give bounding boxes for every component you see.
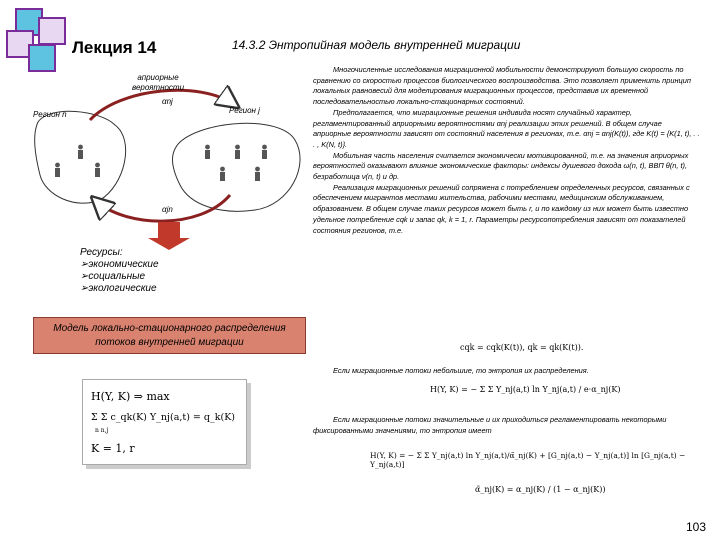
paragraph-2: Предполагается, что миграционные решения индивида носят случайный характер, регламентированный априорными вероятностями αnj реализации этих решений. В общем случае априорные вероятности зависят от состояний населения в регионах, т.е. αnj = αnj(K(t)), где K(t) = {K(1, t), . . . , K(N, t)}. <box>313 107 700 149</box>
equation-2: H(Y, K) = − Σ Σ Y_nj(a,t) ln Y_nj(a,t) / e·α_nj(K) <box>430 385 621 394</box>
region-j-shape <box>173 123 301 211</box>
body-text <box>313 65 701 236</box>
resource-item: ➢экономические <box>80 259 159 270</box>
model-caption: Модель локально-стационарного распределения потоков внутренней миграции <box>33 317 306 354</box>
page-number: 103 <box>686 520 707 534</box>
paragraph-4: Реализация миграционных решений сопряжена с потреблением определенных ресурсов, связанных с обеспечением мигрантов местами жительства, рабочими местами, медицинским обслуживанием, образованием. В общем случае таких ресурсов может быть r, и по каждому из них может быть известно удельное потребление cqk и запас qk, k = 1, r. Параметры ресурсопотребления зависят от показателей состояния регионов, т.е. <box>313 182 690 235</box>
equation-1: cqk = cqk(K(t)), qk = qk(K(t)). <box>460 343 584 352</box>
resources-box <box>80 247 218 309</box>
alpha-top-label: αnj <box>162 97 173 106</box>
down-arrow <box>148 222 190 250</box>
logo-square-2 <box>38 17 66 45</box>
region-j-label: Регион j <box>229 106 260 115</box>
formula-line-3: K = 1, r <box>91 442 135 455</box>
paragraph-5: Если миграционные потоки небольшие, то энтропия их распределения. <box>333 366 589 375</box>
formula-line-2: Σ Σ c_qk(K) Y_nj(a,t) = q_k(K) <box>91 412 236 423</box>
paragraph-1: Многочисленные исследования миграционной мобильности демонстрируют большую скорость по сравнению со скоростью процессов биологического воспроизводства. Это позволяет применить принцип локальных равновесий для моделирования миграционных процессов, представив их временной последовательностью локально-стационарных состояний. <box>313 65 691 107</box>
section-title: 14.3.2 Энтропийная модель внутренней миграции <box>232 38 521 52</box>
resource-item: ➢экологические <box>80 283 157 294</box>
formula-line-1: H(Y, K) ⇒ max <box>91 390 170 403</box>
region-n-label: Регион n <box>33 110 67 119</box>
a-priori-label: априорные вероятности <box>131 73 185 92</box>
alpha-bottom-label: αjn <box>162 205 173 214</box>
equation-4: α̃_nj(K) = α_nj(K) / (1 − α_nj(K)) <box>475 485 606 494</box>
lecture-title: Лекция 14 <box>72 38 157 57</box>
paragraph-3: Мобильная часть населения считается экономически мотивированной, т.е. на значения априорных вероятностей оказывают влияние экономические факторы: индексы душевого дохода ω(n, t), ВВП θ(n, t), безработица ν(n, t) и др. <box>313 150 689 182</box>
formula-box <box>82 379 247 465</box>
formula-line-2-sub: n n,j <box>95 427 109 434</box>
resource-item: ➢социальные <box>80 271 146 282</box>
resources-title: Ресурсы: <box>80 247 123 258</box>
paragraph-6: Если миграционные потоки значительные и их приходиться регламентировать некоторыми фиксированными значениями, то энтропия имеет <box>313 415 667 435</box>
equation-3: H(Y, K) = − Σ Σ Y_nj(a,t) ln Y_nj(a,t)/α̃_nj(K) + [G_nj(a,t) − Y_nj(a,t)] ln [G_nj(a,t) − Y_nj(a,t)] <box>370 451 686 469</box>
